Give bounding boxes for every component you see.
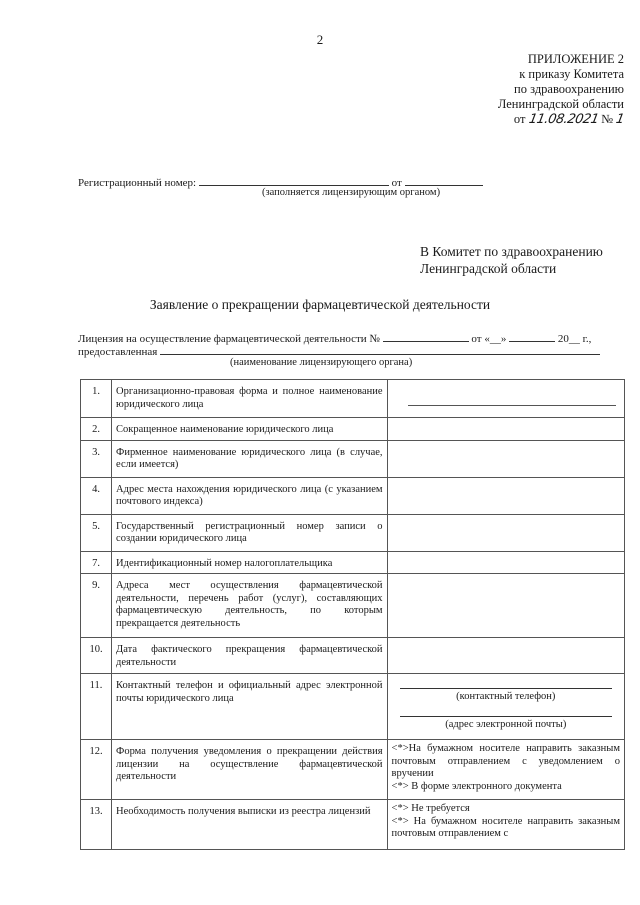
row-number: 9.	[81, 574, 112, 638]
phone-field[interactable]	[400, 688, 612, 704]
row-value-field[interactable]	[387, 638, 624, 674]
license-year: 20__ г.,	[557, 333, 592, 345]
row-value-field[interactable]	[387, 440, 624, 477]
addressee-line2: Ленинградской области	[420, 261, 557, 276]
row-value-field[interactable]	[387, 551, 624, 574]
table-row	[81, 418, 625, 441]
row-value-field[interactable]	[387, 380, 624, 418]
appendix-date-line	[498, 112, 624, 127]
row-number: 2.	[81, 418, 112, 441]
appendix-line1: ПРИЛОЖЕНИЕ 2	[527, 52, 624, 66]
row-description: Адреса мест осуществления фармацевтической деятельности, перечень работ (услуг), составляющих фармацевтическую деятельность, по которым прекращается деятельность	[112, 574, 388, 638]
row-number: 3.	[81, 440, 112, 477]
electronic-option[interactable]: <*> В форме электронного документа	[391, 780, 562, 792]
row-description: Дата фактического прекращения фармацевтической деятельности	[112, 638, 388, 674]
registration-from-label: от	[391, 177, 402, 189]
table-row	[81, 514, 625, 551]
row-description: Контактный телефон и официальный адрес электронной почты юридического лица	[112, 674, 388, 740]
row-number: 5.	[81, 514, 112, 551]
row-number: 4.	[81, 477, 112, 514]
row-description: Адрес места нахождения юридического лица (с указанием почтового индекса)	[112, 477, 388, 514]
page-number: 2	[316, 32, 324, 47]
table-row	[81, 380, 625, 418]
row-number: 7.	[81, 551, 112, 574]
row-number: 10.	[81, 638, 112, 674]
row-number: 13.	[81, 800, 112, 850]
table-row	[81, 800, 625, 850]
license-granted-label: предоставленная	[78, 346, 158, 358]
registration-label: Регистрационный номер:	[78, 177, 197, 189]
license-number-field[interactable]	[383, 330, 469, 342]
table-row	[81, 574, 625, 638]
paper-extract-option[interactable]: <*> На бумажном носителе направить заказным почтовым отправлением с	[391, 815, 620, 839]
table-row	[81, 638, 625, 674]
row-number: 11.	[81, 674, 112, 740]
appendix-header	[498, 52, 624, 127]
table-row	[81, 740, 625, 800]
appendix-line4: Ленинградской области	[497, 97, 624, 111]
row-number: 12.	[81, 740, 112, 800]
table-row	[81, 551, 625, 574]
table-row	[81, 674, 625, 740]
email-label: (адрес электронной почты)	[445, 718, 567, 730]
paper-option[interactable]: <*>На бумажном носителе направить заказным почтовым отправлением с уведомлением о вручении	[391, 743, 620, 779]
row-value-field[interactable]	[387, 418, 624, 441]
addressee-line1: В Комитет по здравоохранению	[420, 244, 603, 259]
appendix-line2: к приказу Комитета	[519, 67, 624, 81]
registration-note: (заполняется лицензирующим органом)	[262, 187, 441, 198]
row-description: Сокращенное наименование юридического лица	[112, 418, 388, 441]
row-description: Необходимость получения выписки из реестра лицензий	[112, 800, 388, 850]
addressee	[420, 243, 603, 277]
license-month-field[interactable]	[509, 330, 555, 342]
table-row	[81, 477, 625, 514]
row-description: Идентификационный номер налогоплательщика	[112, 551, 388, 574]
appendix-line3: по здравоохранению	[514, 82, 624, 96]
row-value-field[interactable]	[387, 477, 624, 514]
license-granted-line	[78, 343, 600, 358]
license-note: (наименование лицензирующего органа)	[230, 357, 413, 368]
row-description: Форма получения уведомления о прекращении действия лицензии на осуществление фармацевтической деятельности	[112, 740, 388, 800]
table-row	[81, 440, 625, 477]
phone-label: (контактный телефон)	[456, 691, 556, 702]
registration-number-field[interactable]	[199, 174, 389, 186]
contact-fields	[387, 674, 624, 740]
notification-options	[387, 740, 624, 800]
application-table	[80, 379, 625, 850]
license-authority-field[interactable]	[160, 343, 600, 355]
number-prefix: №	[601, 112, 614, 126]
document-title: Заявление о прекращении фармацевтической деятельности	[149, 297, 491, 312]
row-description: Фирменное наименование юридического лица (в случае, если имеется)	[112, 440, 388, 477]
row-value-field[interactable]	[387, 574, 624, 638]
row-description: Организационно-правовая форма и полное наименование юридического лица	[112, 380, 388, 418]
handwritten-number: 1	[614, 112, 626, 127]
extract-options	[387, 800, 624, 850]
handwritten-date: 11.08.2021	[527, 112, 600, 127]
row-description: Государственный регистрационный номер записи о создании юридического лица	[112, 514, 388, 551]
row-number: 1.	[81, 380, 112, 418]
license-from: от «__»	[471, 333, 507, 345]
email-field[interactable]	[400, 716, 612, 732]
registration-date-field[interactable]	[405, 174, 483, 186]
not-required-option[interactable]: <*> Не требуется	[391, 803, 470, 814]
row-value-field[interactable]	[387, 514, 624, 551]
date-prefix: от	[513, 112, 526, 126]
license-text: Лицензия на осуществление фармацевтической деятельности №	[78, 333, 380, 345]
